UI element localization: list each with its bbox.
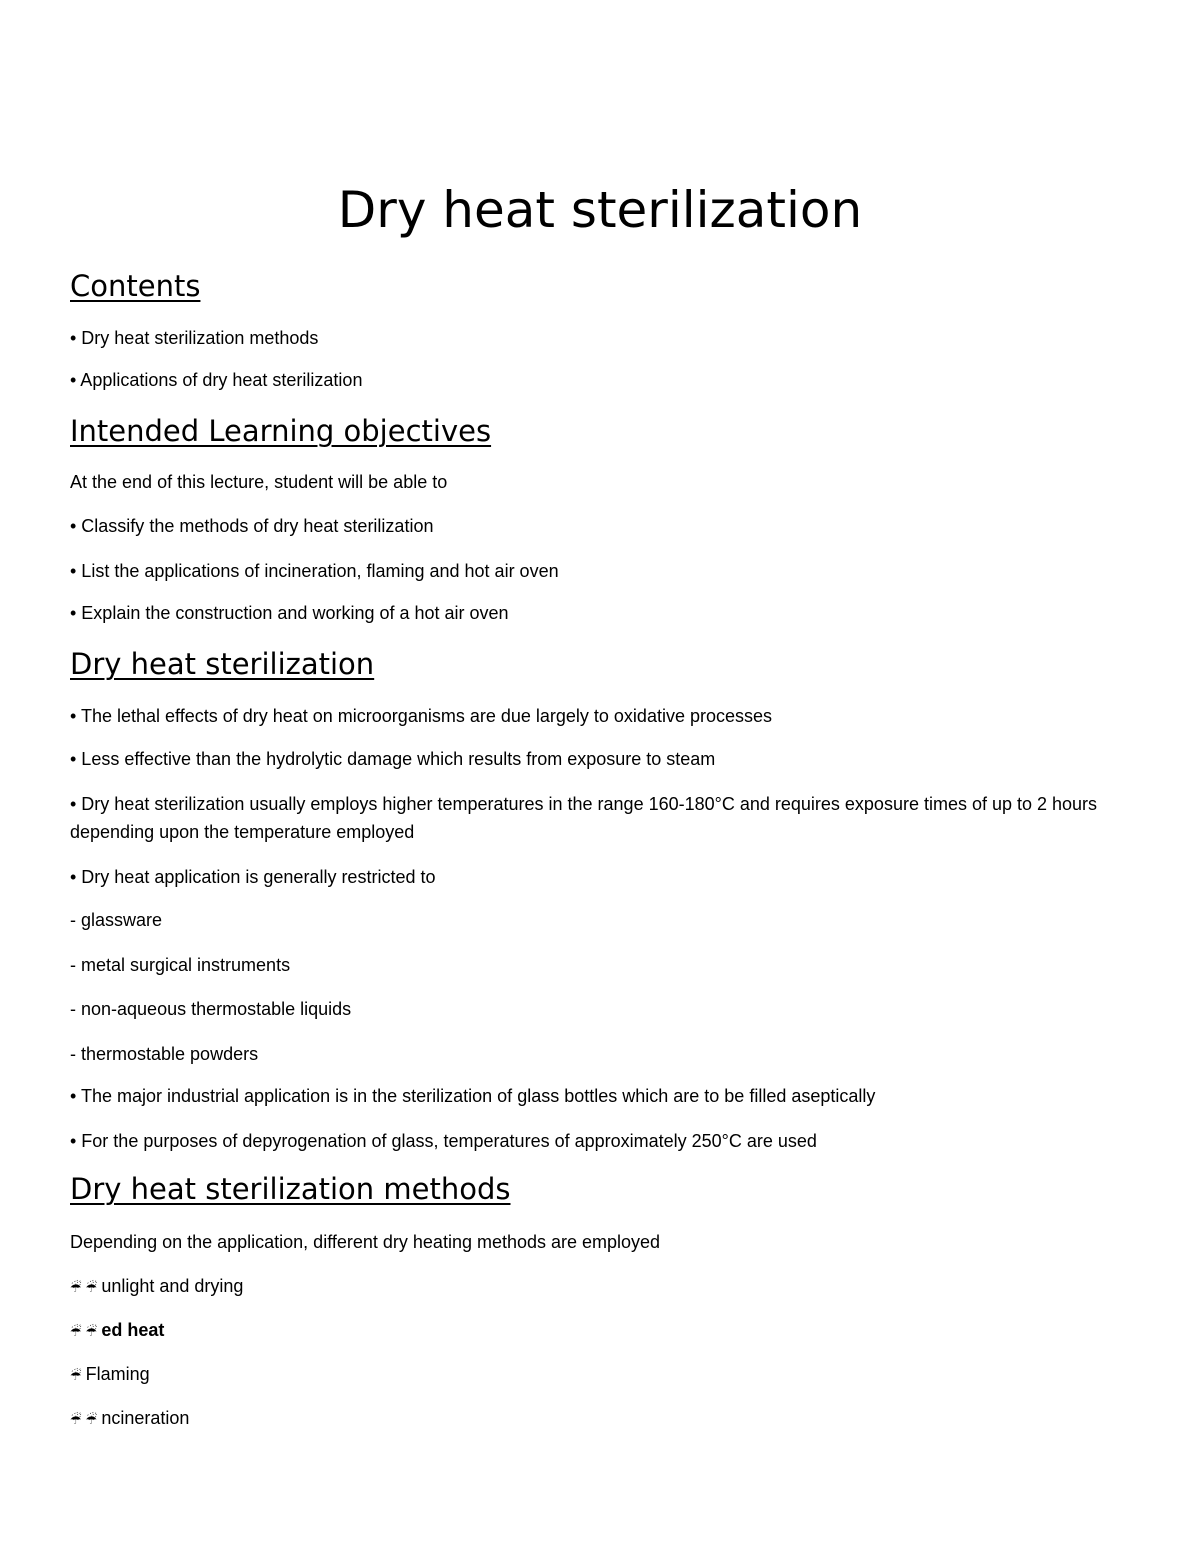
objective-item-2: • List the applications of incineration, flaming and hot air oven: [70, 561, 559, 581]
contents-item-2: • Applications of dry heat sterilization: [70, 370, 363, 390]
method-label: Flaming: [85, 1364, 150, 1384]
methods-heading: Dry heat sterilization methods: [70, 1172, 511, 1206]
contents-item-1: • Dry heat sterilization methods: [70, 328, 319, 348]
bullet-glyph-icon: ☔: [85, 1413, 98, 1428]
restricted-item-glassware: - glassware: [70, 910, 163, 930]
objective-item-3: • Explain the construction and working of a hot air oven: [70, 603, 509, 623]
method-item-incineration: [70, 1404, 189, 1435]
objectives-intro: At the end of this lecture, student will be able to: [70, 472, 448, 492]
restricted-item-instruments: - metal surgical instruments: [70, 955, 291, 975]
method-label: ncineration: [101, 1408, 190, 1428]
method-item-red-heat: [70, 1316, 164, 1347]
dry-heat-item-1: • The lethal effects of dry heat on microorganisms are due largely to oxidative processes: [70, 706, 772, 726]
bullet-glyph-icon: ☔: [70, 1413, 82, 1428]
bullet-glyph-icon: ☔: [70, 1369, 82, 1384]
bullet-glyph-icon: ☔: [85, 1325, 98, 1340]
bullet-glyph-icon: ☔: [70, 1281, 82, 1296]
bullet-glyph-icon: ☔: [85, 1281, 98, 1296]
objective-item-1: • Classify the methods of dry heat sterilization: [70, 516, 434, 536]
dry-heat-item-2: • Less effective than the hydrolytic damage which results from exposure to steam: [70, 749, 716, 769]
methods-intro: Depending on the application, different dry heating methods are employed: [70, 1232, 661, 1252]
page-title: Dry heat sterilization: [337, 181, 863, 239]
objectives-heading: Intended Learning objectives: [70, 414, 492, 448]
restricted-item-liquids: - non-aqueous thermostable liquids: [70, 999, 352, 1019]
restricted-item-powders: - thermostable powders: [70, 1044, 259, 1064]
method-item-flaming: [70, 1360, 150, 1391]
dry-heat-heading: Dry heat sterilization: [70, 647, 375, 681]
dry-heat-item-5: • The major industrial application is in the sterilization of glass bottles which are to be filled aseptically: [70, 1086, 876, 1106]
contents-heading: Contents: [70, 269, 201, 303]
method-label: ed heat: [101, 1320, 165, 1340]
dry-heat-item-6: • For the purposes of depyrogenation of glass, temperatures of approximately 250°C are used: [70, 1131, 817, 1151]
method-item-sunlight: [70, 1272, 243, 1303]
bullet-glyph-icon: ☔: [70, 1325, 82, 1340]
dry-heat-item-4: • Dry heat application is generally restricted to: [70, 867, 436, 887]
method-label: unlight and drying: [101, 1276, 244, 1296]
dry-heat-item-3: • Dry heat sterilization usually employs higher temperatures in the range 160-180°C and requires exposure times of up to 2 hours depending upon the temperature employed: [70, 794, 1098, 842]
